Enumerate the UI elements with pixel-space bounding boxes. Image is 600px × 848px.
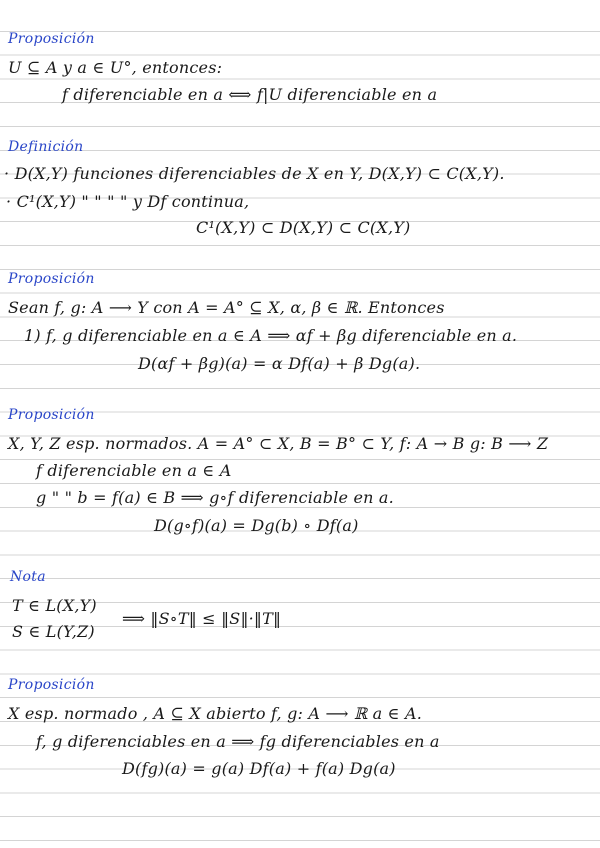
section-heading: Nota	[10, 569, 46, 585]
note-line: · D(X,Y) funciones diferenciables de X en Y, D(X,Y) ⊂ C(X,Y).	[4, 164, 505, 183]
section-heading: Proposición	[8, 31, 95, 47]
section-heading: Proposición	[8, 677, 95, 693]
note-line: D(αf + βg)(a) = α Df(a) + β Dg(a).	[138, 354, 421, 373]
section-heading: Definición	[8, 139, 84, 155]
note-line: ⟹ ‖S∘T‖ ≤ ‖S‖·‖T‖	[122, 609, 282, 628]
note-line: Sean f, g: A ⟶ Y con A = A° ⊆ X, α, β ∈ ℝ. Entonces	[8, 298, 445, 317]
note-line: S ∈ L(Y,Z)	[12, 622, 95, 641]
section-heading: Proposición	[8, 407, 95, 423]
note-line: X esp. normado , A ⊆ X abierto f, g: A ⟶ ℝ a ∈ A.	[8, 704, 423, 723]
note-line: D(fg)(a) = g(a) Df(a) + f(a) Dg(a)	[122, 759, 396, 778]
note-line: f diferenciable en a ⟺ f|U diferenciable en a	[62, 85, 438, 104]
note-line: g " " b = f(a) ∈ B ⟹ g∘f diferenciable en a.	[36, 488, 394, 507]
note-line: D(g∘f)(a) = Dg(b) ∘ Df(a)	[154, 516, 359, 535]
note-line: X, Y, Z esp. normados. A = A° ⊂ X, B = B° ⊂ Y, f: A → B g: B ⟶ Z	[8, 434, 549, 453]
note-line: · C¹(X,Y) " " " " y Df continua,	[6, 192, 250, 211]
note-line: 1) f, g diferenciable en a ∈ A ⟹ αf + βg diferenciable en a.	[24, 326, 518, 345]
note-line: f diferenciable en a ∈ A	[36, 461, 232, 480]
note-line: T ∈ L(X,Y)	[12, 596, 97, 615]
section-heading: Proposición	[8, 271, 95, 287]
note-line: f, g diferenciables en a ⟹ fg diferenciables en a	[36, 732, 440, 751]
note-line: U ⊆ A y a ∈ U°, entonces:	[8, 58, 223, 77]
note-line: C¹(X,Y) ⊂ D(X,Y) ⊂ C(X,Y)	[196, 218, 411, 237]
